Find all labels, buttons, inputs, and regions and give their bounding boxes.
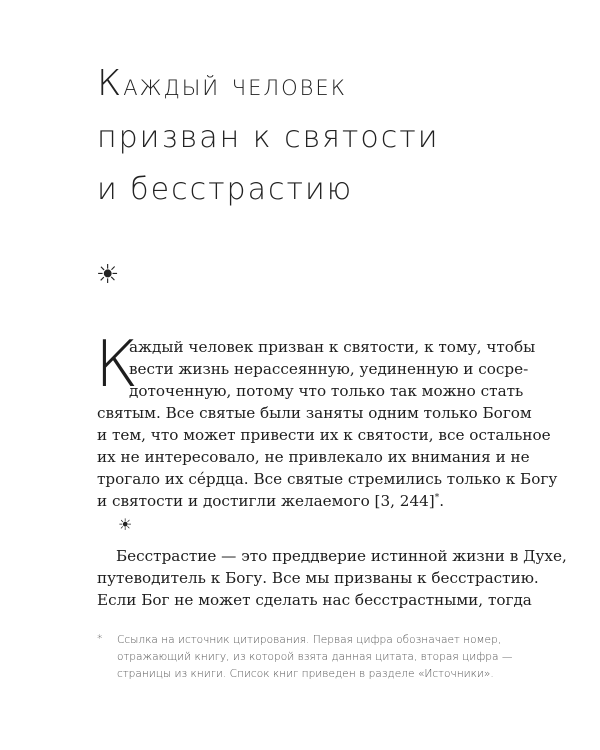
sun-ornament-icon: ☀ bbox=[96, 260, 120, 290]
paragraph-line: Если Бог не может сделать нас бесстрастными, тогда bbox=[97, 591, 532, 609]
paragraph-line-text: и святости и достигли желаемого [3, 244] bbox=[97, 492, 435, 510]
footnote-line: страницы из книги. Список книг приведен в разделе «Источники». bbox=[117, 668, 494, 680]
title-line-1-text: аждый человек bbox=[123, 68, 347, 103]
chapter-title-line-1 bbox=[97, 58, 577, 112]
chapter-title-line-2: призван к святости bbox=[97, 120, 440, 155]
paragraph-line: Бесстрастие — это преддверие истинной жизни в Духе, bbox=[116, 547, 567, 565]
paragraph-line: доточенную, потому что только так можно стать bbox=[129, 382, 524, 400]
paragraph-line: трогало их сéрдца. Все святые стремились только к Богу bbox=[97, 470, 558, 488]
footnote-line: Ссылка на источник цитирования. Первая цифра обозначает номер, bbox=[117, 634, 502, 646]
paragraph-line: их не интересовало, не привлекало их внимания и не bbox=[97, 448, 530, 466]
footnote-line: отражающий книгу, из которой взята данная цитата, вторая цифра — bbox=[117, 651, 513, 663]
paragraph-line: и тем, что может привести их к святости, все остальное bbox=[97, 426, 551, 444]
paragraph-line-last bbox=[97, 490, 489, 512]
paragraph-line: святым. Все святые были заняты одним только Богом bbox=[97, 404, 532, 422]
footnote bbox=[97, 632, 517, 683]
body-paragraph-2 bbox=[97, 545, 567, 611]
title-initial: К bbox=[97, 63, 124, 104]
paragraph-line: аждый человек призван к святости, к тому, чтобы bbox=[129, 338, 536, 356]
paragraph-line: путеводитель к Богу. Все мы призваны к бесстрастию. bbox=[97, 569, 539, 587]
sun-ornament-small-icon: ☀ bbox=[118, 515, 133, 534]
drop-cap: К bbox=[95, 328, 139, 402]
paragraph-line: вести жизнь нерассеянную, уединенную и сосре- bbox=[129, 360, 529, 378]
chapter-title bbox=[97, 58, 577, 216]
body-paragraph-1 bbox=[97, 336, 558, 512]
footnote-mark: * bbox=[97, 632, 103, 645]
chapter-title-line-3: и бесстрастию bbox=[97, 172, 354, 207]
footnote-reference: * bbox=[434, 492, 440, 503]
sentence-end: . bbox=[439, 492, 445, 510]
